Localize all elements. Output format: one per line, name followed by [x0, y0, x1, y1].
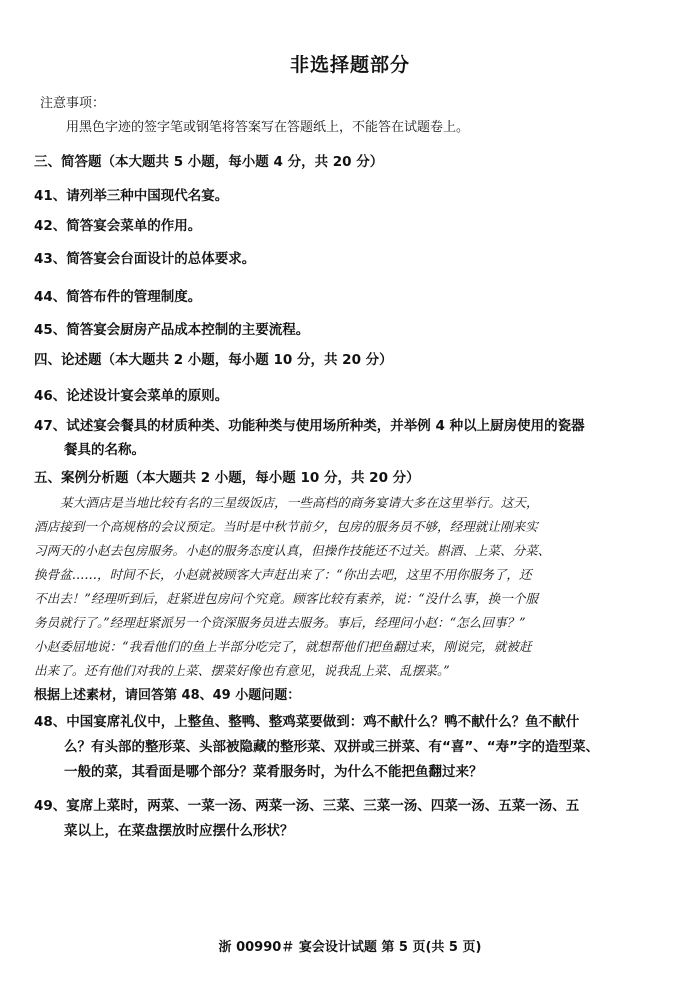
- question-42: 42、简答宴会菜单的作用。: [34, 218, 202, 234]
- case-text-line: 换骨盆……，时间不长，小赵就被顾客大声赶出来了：“你出去吧，这里不用你服务了，还: [34, 567, 532, 582]
- section3-heading: 三、简答题（本大题共 5 小题，每小题 4 分，共 20 分）: [34, 154, 384, 170]
- question-49-line-1: 49、宴席上菜时，两菜、一菜一汤、两菜一汤、三菜、三菜一汤、四菜一汤、五菜一汤、五: [34, 798, 580, 814]
- case-instruction: 根据上述素材，请回答第 48、49 小题问题：: [34, 688, 301, 703]
- question-46: 46、论述设计宴会菜单的原则。: [34, 388, 229, 404]
- section4-heading: 四、论述题（本大题共 2 小题，每小题 10 分，共 20 分）: [34, 352, 393, 368]
- question-41: 41、请列举三种中国现代名宴。: [34, 188, 229, 204]
- case-text-line: 酒店接到一个高规格的会议预定。当时是中秋节前夕，包房的服务员不够，经理就让刚来实: [34, 519, 538, 534]
- case-text-line: 出来了。还有他们对我的上菜、摆菜好像也有意见，说我乱上菜、乱摆菜。”: [34, 663, 450, 678]
- section5-heading: 五、案例分析题（本大题共 2 小题，每小题 10 分，共 20 分）: [34, 470, 420, 486]
- case-text-line: 某大酒店是当地比较有名的三星级饭店，一些高档的商务宴请大多在这里举行。这天，: [60, 495, 539, 510]
- page-footer: 浙 00990＃ 宴会设计试题 第 5 页(共 5 页): [218, 940, 482, 955]
- question-43: 43、简答宴会台面设计的总体要求。: [34, 251, 256, 267]
- case-text-line: 务员就行了。”经理赶紧派另一个资深服务员进去服务。事后，经理问小赵：“怎么回事？”: [34, 615, 526, 630]
- question-44: 44、简答布件的管理制度。: [34, 289, 202, 305]
- notice-text: 用黑色字迹的签字笔或钢笔将答案写在答题纸上，不能答在试题卷上。: [66, 120, 470, 135]
- case-text-line: 小赵委屈地说：“我看他们的鱼上半部分吃完了，就想帮他们把鱼翻过来，刚说完，就被赶: [34, 639, 532, 654]
- question-48-line-2: 么？有头部的整形菜、头部被隐藏的整形菜、双拼或三拼菜、有“喜”、“寿”字的造型菜、: [64, 739, 599, 755]
- case-text-line: 习两天的小赵去包房服务。小赵的服务态度认真，但操作技能还不过关。斟酒、上菜、分菜、: [34, 543, 551, 558]
- question-47-line-2: 餐具的名称。: [64, 442, 145, 458]
- question-48-line-1: 48、中国宴席礼仪中，上整鱼、整鸭、整鸡菜要做到：鸡不献什么？鸭不献什么？鱼不献什: [34, 714, 580, 730]
- question-49-line-2: 菜以上，在菜盘摆放时应摆什么形状？: [64, 823, 294, 839]
- question-48-line-3: 一般的菜，其看面是哪个部分？菜肴服务时，为什么不能把鱼翻过来？: [64, 764, 483, 780]
- question-47-line-1: 47、试述宴会餐具的材质种类、功能种类与使用场所种类，并举例 4 种以上厨房使用的瓷器: [34, 418, 585, 434]
- page-title: 非选择题部分: [289, 54, 410, 76]
- case-text-line: 不出去！”经理听到后，赶紧进包房问个究竟。顾客比较有素养，说：“没什么事，换一个服: [34, 591, 539, 606]
- question-45: 45、简答宴会厨房产品成本控制的主要流程。: [34, 322, 310, 338]
- notice-label: 注意事项：: [40, 96, 106, 111]
